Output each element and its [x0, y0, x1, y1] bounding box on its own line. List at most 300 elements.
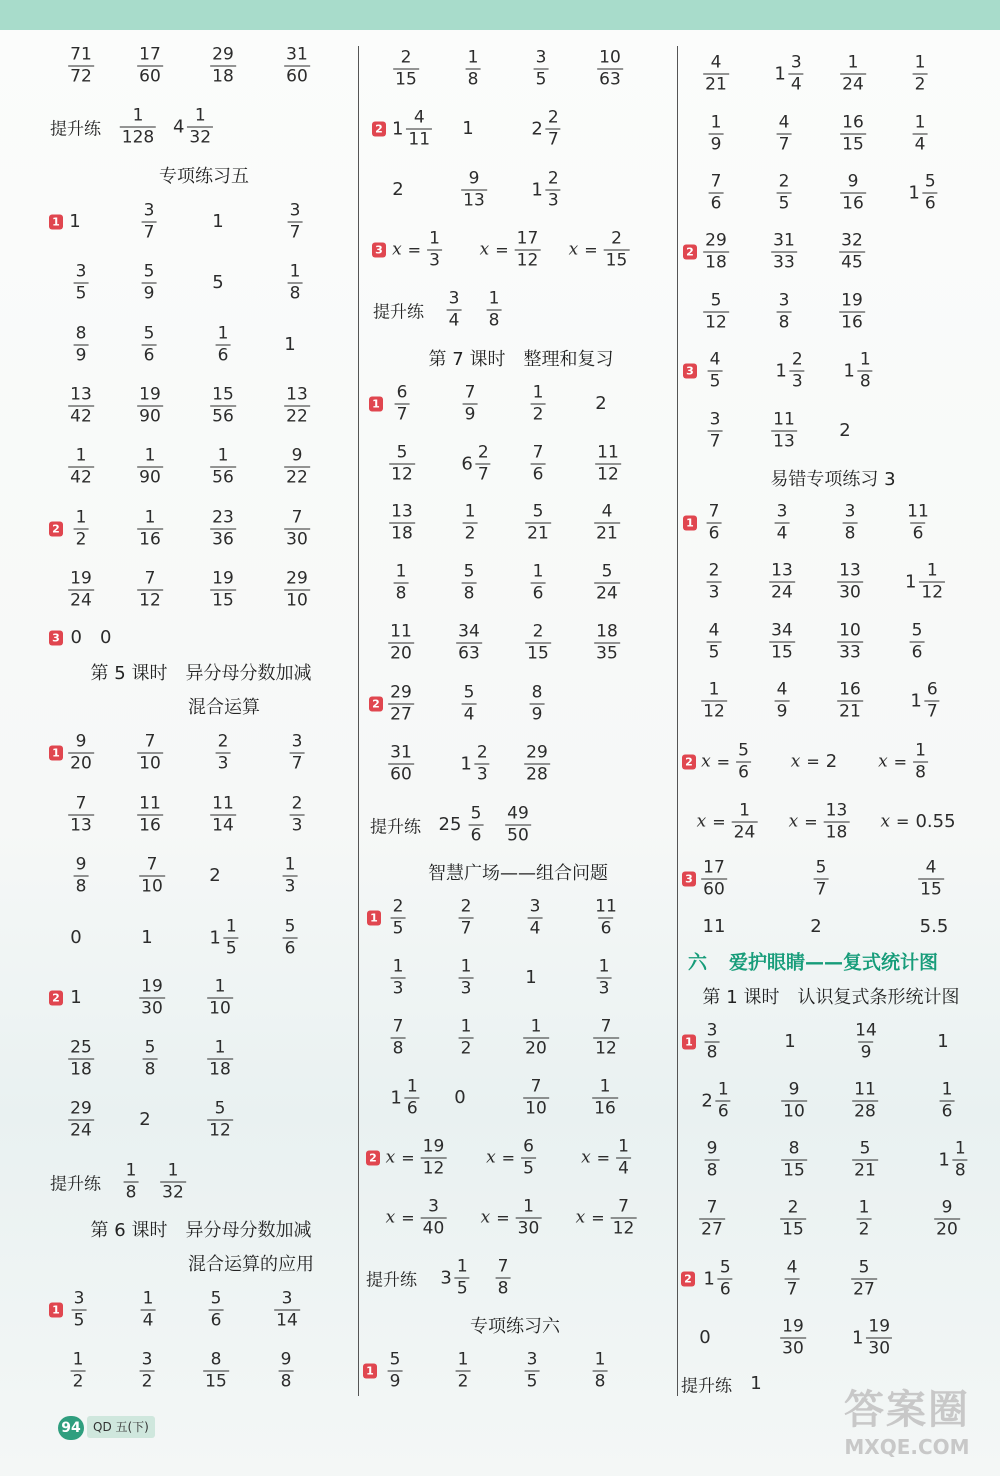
fraction [120, 105, 156, 148]
numerator: 3 [141, 1349, 153, 1370]
denominator: 6 [717, 1101, 729, 1122]
answer-item [784, 1033, 795, 1051]
numerator: 13 [771, 560, 793, 581]
numerator: 1 [217, 323, 229, 344]
equals-sign: = [716, 752, 731, 771]
mixed-number [460, 742, 489, 785]
denominator: 3 [547, 190, 559, 211]
fraction [593, 1349, 608, 1392]
mixed-number [904, 560, 945, 603]
fraction [203, 1349, 229, 1392]
question-badge: 3 [682, 872, 696, 887]
question-badge: 1 [367, 911, 381, 926]
section-heading: 易错专项练习 3 [770, 469, 896, 490]
denominator: 16 [842, 193, 864, 214]
equals-sign: = [496, 1208, 510, 1227]
fraction [707, 620, 722, 663]
question-badge: 2 [366, 1151, 380, 1166]
fraction [210, 445, 236, 488]
answer-item [781, 1079, 807, 1122]
numerator: 31 [773, 230, 795, 251]
numerator: 7 [497, 1256, 509, 1277]
denominator: 12 [705, 312, 727, 333]
answer-item [393, 47, 419, 90]
equals-sign: = [401, 1208, 415, 1227]
denominator: 7 [291, 753, 303, 774]
fraction [775, 679, 790, 722]
numerator: 9 [706, 1138, 718, 1159]
question-badge: 2 [682, 755, 696, 770]
fraction [209, 1288, 224, 1331]
answer-item [708, 409, 723, 452]
fraction [283, 854, 298, 897]
fraction [530, 682, 545, 725]
numerator: 2 [708, 560, 720, 581]
answer-item [851, 1257, 877, 1300]
denominator: 7 [778, 134, 790, 155]
fraction [593, 1016, 619, 1059]
answer-item [839, 230, 865, 273]
answer-item [68, 445, 94, 488]
fraction [393, 47, 419, 90]
fraction [207, 1037, 233, 1080]
numerator: 9 [468, 168, 480, 189]
denominator: 90 [139, 467, 161, 488]
fraction [394, 561, 409, 604]
denominator: 21 [527, 523, 549, 544]
fraction [716, 1079, 731, 1122]
denominator: 10 [286, 590, 308, 611]
mixed-number [701, 1079, 730, 1122]
fraction [910, 620, 925, 663]
equals-sign: = [893, 752, 908, 771]
numerator: 7 [710, 171, 722, 192]
fraction [732, 800, 758, 843]
numerator: 2 [787, 1197, 799, 1218]
answer-item [592, 1076, 618, 1119]
fraction [769, 560, 795, 603]
denominator: 12 [921, 582, 944, 603]
answer-item [216, 731, 231, 774]
denominator: 18 [825, 822, 848, 843]
numerator: 7 [600, 1016, 612, 1037]
whole-part: 6 [461, 453, 473, 474]
answer-item [523, 1016, 549, 1059]
answer-item [913, 112, 928, 155]
mixed-number [843, 349, 872, 392]
denominator: 24 [596, 583, 618, 604]
fraction [594, 501, 620, 544]
numerator: 7 [706, 1197, 718, 1218]
numerator: 2 [400, 47, 412, 68]
numerator: 13 [286, 384, 308, 405]
question-badge: 1 [49, 215, 63, 230]
section-heading: 智慧广场——组合问题 [428, 863, 608, 884]
denominator: 20 [390, 643, 412, 664]
fraction [840, 52, 866, 95]
denominator: 6 [738, 762, 749, 783]
denominator: 3 [791, 371, 803, 392]
answer-item [839, 290, 865, 333]
numerator: 25 [70, 1037, 92, 1058]
answer-item [852, 1138, 878, 1181]
answer-item [785, 1257, 800, 1300]
answer-item [137, 384, 163, 427]
answer-item [771, 409, 797, 452]
answer-item [840, 112, 866, 155]
whole-part: 1 [460, 753, 472, 774]
numerator: 1 [75, 445, 87, 466]
variable-x: x [385, 1207, 396, 1228]
answer-item [461, 168, 487, 211]
fraction [516, 1196, 542, 1239]
fraction [824, 800, 850, 843]
fraction [515, 228, 541, 271]
numerator: 13 [391, 501, 413, 522]
answer-item [68, 1037, 94, 1080]
answer-value: 1 [462, 118, 474, 139]
fraction [388, 742, 414, 785]
answer-value: 1 [69, 211, 81, 232]
fraction [74, 507, 89, 550]
practice-label: 提升练 [50, 1174, 101, 1195]
numerator: 1 [217, 445, 229, 466]
mixed-number [908, 171, 937, 214]
answer-item [840, 52, 866, 95]
denominator: 8 [395, 583, 407, 604]
question-badge: 2 [49, 522, 63, 537]
fraction [597, 956, 612, 999]
denominator: 3 [284, 876, 296, 897]
answer-item [705, 1020, 720, 1063]
answer-item [839, 422, 850, 440]
numerator: 5 [532, 501, 544, 522]
equals-sign: = [806, 752, 820, 771]
question-badge: 2 [681, 1272, 695, 1287]
answer-item [840, 171, 866, 214]
answer-item [938, 1138, 967, 1181]
numerator: 11 [595, 896, 617, 917]
fraction [475, 742, 490, 785]
denominator: 5 [225, 938, 237, 959]
denominator: 15 [395, 69, 417, 90]
answer-item [389, 442, 415, 485]
fraction [705, 1138, 720, 1181]
answer-item [210, 793, 236, 836]
answer-item [207, 976, 233, 1019]
numerator: 5 [710, 290, 722, 311]
numerator: 1 [460, 956, 472, 977]
answer-item [594, 561, 620, 604]
answer-item [750, 1375, 761, 1393]
denominator: 10 [525, 1098, 547, 1119]
denominator: 16 [841, 312, 863, 333]
column-divider-1 [358, 46, 359, 1396]
answer-item [920, 918, 949, 936]
numerator: 2 [476, 742, 488, 763]
practice-label: 提升练 [681, 1376, 732, 1397]
numerator: 29 [70, 1098, 92, 1119]
denominator: 63 [599, 69, 621, 90]
numerator: 16 [842, 112, 864, 133]
fraction [274, 1288, 300, 1331]
section-heading: 专项练习五 [159, 166, 249, 187]
numerator: 1 [392, 956, 404, 977]
answer-item [810, 918, 821, 936]
answer-value: 11 [702, 916, 726, 937]
answer-item [461, 442, 490, 485]
fraction [703, 52, 729, 95]
denominator: 7 [477, 464, 489, 485]
numerator: 2 [778, 171, 790, 192]
denominator: 90 [139, 406, 161, 427]
question-badge: 2 [49, 991, 63, 1006]
numerator: 3 [289, 200, 301, 221]
section-heading: 第 1 课时 认识复式条形统计图 [702, 987, 960, 1008]
denominator: 6 [911, 642, 923, 663]
answer-value: 2 [810, 916, 822, 937]
variable-x: x [878, 751, 888, 772]
denominator: 60 [390, 764, 412, 785]
fraction [593, 896, 619, 939]
answer-item [141, 1288, 156, 1331]
fraction [142, 261, 157, 304]
denominator: 32 [189, 127, 212, 148]
numerator: 11 [390, 621, 412, 642]
answer-item [707, 501, 722, 544]
numerator: 14 [855, 1020, 877, 1041]
fraction [421, 1136, 447, 1179]
denominator: 14 [276, 1310, 298, 1331]
answer-item [210, 44, 236, 87]
numerator: 71 [70, 44, 92, 65]
numerator: 29 [526, 742, 548, 763]
answer-item [139, 854, 165, 897]
denominator: 2 [532, 404, 544, 425]
answer-item [940, 1079, 955, 1122]
numerator: 17 [139, 44, 161, 65]
denominator: 7 [396, 404, 408, 425]
variable-x: x [480, 1207, 491, 1228]
numerator: 8 [75, 323, 87, 344]
numerator: 1 [708, 679, 720, 700]
denominator: 6 [143, 345, 155, 366]
fraction [840, 112, 866, 155]
fraction [388, 682, 414, 725]
denominator: 42 [70, 467, 92, 488]
numerator: 3 [143, 200, 155, 221]
answer-item [142, 200, 157, 243]
numerator: 1 [847, 52, 859, 73]
numerator: 3 [448, 288, 460, 309]
mixed-number [209, 916, 238, 959]
answer-value: 2 [839, 420, 851, 441]
numerator: 2 [547, 107, 559, 128]
numerator: 1 [954, 1138, 966, 1159]
answer-item [284, 568, 310, 611]
denominator: 8 [859, 371, 871, 392]
denominator: 24 [771, 582, 793, 603]
numerator: 4 [601, 501, 613, 522]
fraction [462, 561, 477, 604]
answer-item [525, 501, 551, 544]
numerator: 1 [464, 501, 476, 522]
denominator: 6 [217, 345, 229, 366]
fraction [777, 112, 792, 155]
denominator: 6 [708, 523, 720, 544]
numerator: 5 [738, 740, 749, 761]
denominator: 6 [719, 1279, 731, 1300]
numerator: 4 [786, 1257, 798, 1278]
equation-answer [791, 753, 837, 771]
answer-item [910, 620, 925, 663]
fraction [925, 679, 940, 722]
whole-part: 3 [440, 1267, 452, 1288]
numerator: 8 [210, 1349, 222, 1370]
fraction [837, 679, 863, 722]
fraction [388, 621, 414, 664]
answer-item [139, 976, 165, 1019]
numerator: 1 [144, 445, 156, 466]
fraction [780, 1197, 806, 1240]
fraction [284, 568, 310, 611]
answer-item [708, 349, 723, 392]
denominator: 8 [125, 1182, 137, 1203]
answer-item [505, 803, 531, 846]
fraction [290, 793, 305, 836]
fraction [523, 1016, 549, 1059]
denominator: 60 [703, 879, 725, 900]
denominator: 15 [605, 250, 628, 271]
fraction [918, 857, 944, 900]
denominator: 15 [782, 1219, 804, 1240]
numerator: 11 [907, 501, 929, 522]
fraction [708, 409, 723, 452]
answer-item [525, 621, 551, 664]
denominator: 6 [912, 523, 924, 544]
numerator: 9 [280, 1349, 292, 1370]
answer-item [460, 742, 489, 785]
fraction [288, 200, 303, 243]
answer-item [905, 501, 931, 544]
denominator: 21 [854, 1160, 876, 1181]
numerator: 2 [477, 442, 489, 463]
denominator: 5 [708, 642, 720, 663]
numerator: 23 [212, 507, 234, 528]
denominator: 56 [212, 406, 234, 427]
answer-value: 25 [438, 814, 462, 835]
fraction [216, 323, 231, 366]
question-badge: 1 [369, 397, 383, 412]
numerator: 2 [460, 896, 472, 917]
denominator: 30 [868, 1338, 891, 1359]
fraction [790, 349, 805, 392]
fraction [919, 560, 945, 603]
numerator: 9 [75, 854, 87, 875]
denominator: 6 [710, 193, 722, 214]
answer-item [142, 323, 157, 366]
fraction [216, 731, 231, 774]
fraction [709, 171, 724, 214]
section-heading: 专项练习六 [470, 1316, 560, 1337]
denominator: 12 [209, 1120, 231, 1141]
denominator: 5 [526, 1371, 538, 1392]
section-heading: 第 6 课时 异分母分数加减 [90, 1220, 312, 1241]
answer-item [699, 1329, 710, 1347]
variable-x: x [568, 239, 579, 260]
equation-answer [788, 800, 850, 843]
answer-item [703, 230, 729, 273]
fraction [137, 507, 163, 550]
answer-item [283, 854, 298, 897]
fraction [496, 1256, 511, 1299]
numerator: 29 [212, 44, 234, 65]
numerator: 2 [611, 228, 622, 249]
fraction [137, 445, 163, 488]
fraction [140, 1349, 155, 1392]
answer-item [391, 956, 406, 999]
answer-item [837, 679, 863, 722]
numerator: 9 [788, 1079, 800, 1100]
answer-item [528, 896, 543, 939]
fraction [592, 1076, 618, 1119]
answer-item [212, 274, 223, 292]
answer-item [284, 445, 310, 488]
fraction [141, 1288, 156, 1331]
variable-x: x [788, 811, 799, 832]
answer-item [284, 507, 310, 550]
denominator: 8 [289, 283, 301, 304]
numerator: 1 [460, 1016, 472, 1037]
denominator: 8 [392, 1038, 404, 1059]
equation-answer [392, 228, 442, 271]
numerator: 7 [530, 1076, 542, 1097]
practice-label: 提升练 [373, 302, 424, 323]
watermark-cn: 答案圈 [844, 1387, 970, 1433]
whole-part: 1 [910, 690, 922, 711]
answer-item [853, 1020, 879, 1063]
denominator: 9 [531, 704, 543, 725]
denominator: 28 [854, 1101, 876, 1122]
denominator: 16 [594, 1098, 616, 1119]
answer-item [454, 1089, 465, 1107]
numerator: 3 [75, 261, 87, 282]
numerator: 3 [428, 1196, 439, 1217]
denominator: 10 [141, 876, 163, 897]
answer-item [814, 857, 829, 900]
answer-item [703, 1257, 732, 1300]
denominator: 4 [463, 704, 475, 725]
numerator: 5 [396, 442, 408, 463]
equation-answer [568, 228, 630, 271]
fraction [709, 112, 724, 155]
numerator: 5 [924, 171, 936, 192]
answer-item [74, 507, 89, 550]
answer-item [701, 679, 727, 722]
answer-item [703, 918, 726, 936]
numerator: 3 [790, 52, 802, 73]
answer-item [209, 916, 238, 959]
numerator: 3 [526, 1349, 538, 1370]
fraction [708, 349, 723, 392]
variable-x: x [479, 239, 490, 260]
question-badge: 1 [49, 746, 63, 761]
denominator: 5 [523, 1158, 534, 1179]
denominator: 30 [141, 998, 163, 1019]
answer-item [595, 442, 621, 485]
variable-x: x [790, 751, 801, 772]
numerator: 3 [535, 47, 547, 68]
